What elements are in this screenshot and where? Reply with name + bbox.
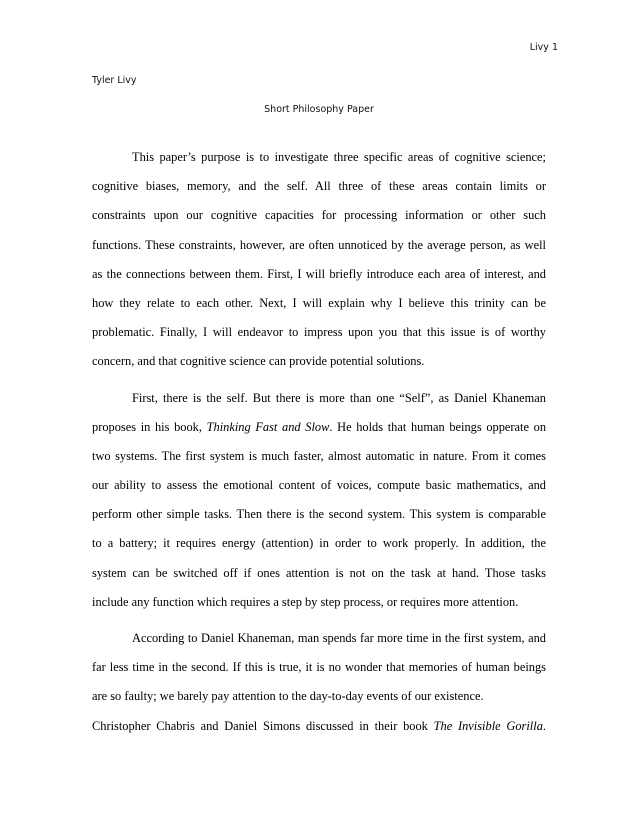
book-title-thinking-fast-and-slow: Thinking Fast and Slow (206, 419, 330, 434)
paragraph-line (92, 712, 546, 741)
paragraph-line: constraints upon our cognitive capacities for processing information or other such (92, 208, 546, 223)
paragraph-line: cognitive biases, memory, and the self. All three of these areas contain limits or (92, 179, 546, 194)
paragraph-line: to a battery; it requires energy (attention) in order to work properly. In addition, the (92, 536, 546, 551)
paper-body (92, 143, 546, 741)
line-text: . He holds that human beings opperate on (329, 419, 547, 434)
paragraph-line: how they relate to each other. Next, I will explain why I believe this trinity can be (92, 295, 546, 310)
paragraph-line: system can be switched off if ones attention is not on the task at hand. Those tasks (92, 565, 546, 580)
paragraph-2 (92, 384, 546, 618)
paragraph-line: as the connections between them. First, I will briefly introduce each area of interest, and (92, 266, 546, 281)
paragraph-1 (92, 143, 546, 377)
paragraph-line: First, there is the self. But there is more than one “Self”, as Daniel Khaneman (132, 390, 546, 405)
running-head: Livy 1 (529, 42, 558, 53)
paragraph-line: are so faulty; we barely pay attention to the day-to-day events of our existence. (92, 689, 484, 704)
line-text: Christopher Chabris and Daniel Simons discussed in their book (92, 718, 434, 733)
paragraph-line: include any function which requires a step by step process, or requires more attention. (92, 594, 519, 609)
paragraph-line: perform other simple tasks. Then there is the second system. This system is comparable (92, 507, 546, 522)
paragraph-line: problematic. Finally, I will endeavor to impress upon you that this issue is of worthy (92, 325, 546, 340)
paper-title: Short Philosophy Paper (264, 104, 374, 115)
paragraph-line: far less time in the second. If this is true, it is no wonder that memories of human beings (92, 660, 546, 675)
paragraph-line: concern, and that cognitive science can provide potential solutions. (92, 354, 425, 369)
line-text: proposes in his book, (92, 419, 207, 434)
paragraph-line: According to Daniel Khaneman, man spends far more time in the first system, and (132, 631, 546, 645)
paragraph-3 (92, 624, 546, 741)
paragraph-line: This paper’s purpose is to investigate three specific areas of cognitive science; (132, 150, 546, 164)
author-name: Tyler Livy (92, 75, 137, 86)
paragraph-line: our ability to assess the emotional content of voices, compute basic mathematics, and (92, 478, 546, 493)
book-title-the-invisible-gorilla: The Invisible Gorilla (433, 718, 543, 733)
paragraph-line (92, 413, 546, 442)
line-text: . (542, 718, 546, 733)
paragraph-line: two systems. The first system is much faster, almost automatic in nature. From it comes (92, 448, 546, 463)
paragraph-line: functions. These constraints, however, are often unnoticed by the average person, as well (92, 237, 546, 252)
